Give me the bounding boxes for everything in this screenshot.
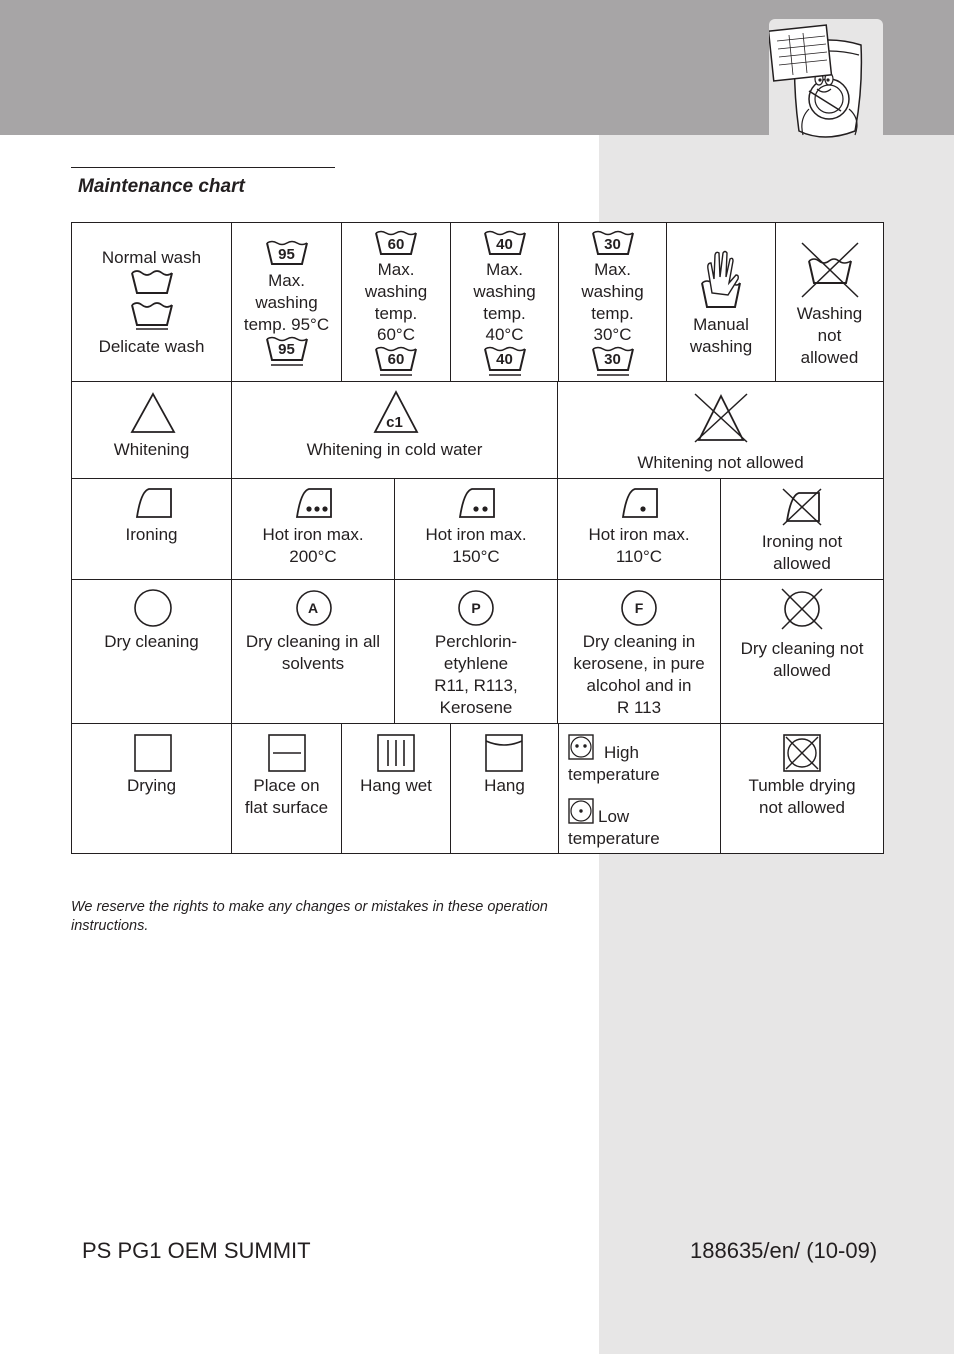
washing-na-text1: Washing: [796, 304, 863, 323]
washing-not-allowed-icon: [800, 241, 860, 299]
dry-a-text1: Dry cleaning in all: [245, 632, 381, 651]
footer-doc-code: 188635/en/ (10-09): [690, 1238, 878, 1263]
wash-95-text3: temp. 95°C: [243, 315, 330, 334]
tumble-crossed-icon: [782, 733, 822, 773]
cell-dry-cleaning: [71, 580, 232, 723]
cell-dry-cleaning-f: [558, 580, 721, 723]
whitening-cold-label: Whitening in cold water: [306, 440, 483, 459]
cell-dry-cleaning-na: [721, 580, 884, 723]
iron-crossed-icon: [781, 487, 823, 527]
circle-icon: [133, 588, 173, 628]
cell-hang: [451, 724, 559, 853]
dry-p-text3: R11, R113,: [434, 676, 518, 695]
washing-na-text2: not: [817, 326, 842, 345]
wash-30-text2: washing: [581, 282, 644, 301]
disclaimer: We reserve the rights to make any changes or mistakes in these operation instructions.: [71, 899, 548, 934]
manual-wash-label-2: washing: [689, 337, 753, 356]
dry-p-text4: Kerosene: [439, 698, 513, 717]
wash-40-text1: Max.: [486, 260, 523, 279]
washtub-icon: [129, 269, 175, 331]
wash-30-text4: 30°C: [593, 325, 632, 344]
dry-p-text2: etyhlene: [443, 654, 509, 673]
dry-a-text2: solvents: [281, 654, 345, 673]
wash-40-text2: washing: [473, 282, 536, 301]
wash-30-code-bottom: 30: [604, 351, 621, 368]
row-washing: [71, 222, 884, 382]
delicate-wash-label: Delicate wash: [98, 337, 205, 356]
dry-f-code: F: [634, 600, 644, 616]
cell-flat-dry: [232, 724, 342, 853]
square-vertical-lines-icon: [376, 733, 416, 773]
cell-wash-30: [559, 223, 667, 381]
cell-tumble-na: [721, 724, 884, 853]
flat-text2: flat surface: [244, 798, 329, 817]
wash-40-code-top: 40: [496, 236, 513, 253]
cell-drying: [71, 724, 232, 853]
cell-hang-wet: [342, 724, 451, 853]
dry-f-text4: R 113: [616, 698, 662, 717]
cell-iron-110: [558, 479, 721, 579]
wash-30-code-top: 30: [604, 236, 621, 253]
wash-60-text3: temp.: [374, 304, 418, 323]
wash-95-text2: washing: [255, 293, 318, 312]
cell-whitening: [71, 382, 232, 478]
dry-cleaning-label: Dry cleaning: [104, 632, 199, 651]
wash-60-code-bottom: 60: [387, 351, 405, 368]
iron-two-dots-icon: [456, 487, 496, 519]
hand-wash-icon: [698, 249, 744, 311]
iron-one-dot-icon: [619, 487, 659, 519]
wash-95-code-top: 95: [278, 246, 295, 263]
cell-dry-cleaning-a: [232, 580, 395, 723]
wash-30-text1: Max.: [594, 260, 631, 279]
washing-na-text3: allowed: [800, 348, 859, 367]
cell-ironing: [71, 479, 232, 579]
tumble-high-text1: High: [604, 743, 639, 762]
tumble-high-text2: temperature: [568, 765, 660, 784]
dry-na-text2: allowed: [773, 661, 831, 680]
cell-whitening-na: [558, 382, 884, 478]
tumble-low-text2: temperature: [568, 829, 660, 848]
cell-iron-150: [395, 479, 558, 579]
dry-p-code: P: [471, 600, 481, 616]
iron-110-text2: 110°C: [615, 547, 663, 566]
whitening-na-label: Whitening not allowed: [637, 453, 804, 472]
normal-wash-label: Normal wash: [101, 248, 202, 267]
square-flat-line-icon: [267, 733, 307, 773]
cell-manual-wash: [667, 223, 776, 381]
title-rule: [71, 167, 335, 168]
row-ironing: [71, 479, 884, 580]
iron-icon: [133, 487, 173, 519]
ironing-na-text2: allowed: [773, 554, 831, 573]
iron-200-text2: 200°C: [289, 547, 337, 566]
wash-30-text3: temp.: [591, 304, 634, 323]
hang-label: Hang: [484, 776, 525, 795]
cell-normal-wash: [71, 223, 232, 381]
wash-40-code-bottom: 40: [496, 351, 513, 368]
square-hang-curve-icon: [484, 733, 524, 773]
chart-title: Maintenance chart: [78, 176, 245, 197]
ironing-label: Ironing: [125, 525, 178, 544]
row-drycleaning: [71, 580, 884, 724]
dry-f-text1: Dry cleaning in: [582, 632, 696, 651]
cell-wash-40: [451, 223, 559, 381]
cell-wash-95: [232, 223, 342, 381]
square-icon: [133, 733, 173, 773]
maintenance-chart-table: [71, 222, 884, 854]
tumble-na-text2: not allowed: [758, 798, 845, 817]
tumble-low-icon: [568, 798, 594, 824]
iron-150-text2: 150°C: [452, 547, 500, 566]
ironing-na-text1: Ironing not: [761, 532, 843, 551]
dry-a-code: A: [307, 600, 319, 616]
cell-dry-cleaning-p: [395, 580, 558, 723]
cell-washing-not-allowed: [776, 223, 884, 381]
tumble-high-icon: [568, 734, 594, 760]
hang-wet-label: Hang wet: [360, 776, 432, 795]
tumble-low-text1: Low: [598, 807, 630, 826]
cell-wash-60: [342, 223, 451, 381]
wash-95-text1: Max.: [268, 271, 305, 290]
wash-95-code-bottom: 95: [278, 341, 295, 358]
iron-150-text1: Hot iron max.: [425, 525, 527, 544]
dry-f-text3: alcohol and in: [586, 676, 692, 695]
wash-40-text4: 40°C: [485, 325, 524, 344]
cell-ironing-na: [721, 479, 884, 579]
wash-60-text1: Max.: [377, 260, 415, 279]
cell-whitening-cold: [232, 382, 558, 478]
triangle-icon: [130, 392, 176, 434]
drying-label: Drying: [126, 776, 177, 795]
whitening-cold-code: c1: [386, 414, 403, 431]
wash-60-text4: 60°C: [377, 325, 415, 344]
mascot-logo: [769, 19, 883, 144]
wash-60-code-top: 60: [387, 236, 405, 253]
circle-crossed-icon: [780, 587, 824, 631]
tumble-na-text1: Tumble drying: [748, 776, 856, 795]
dry-p-text1: Perchlorin-: [434, 632, 518, 651]
wash-40-text3: temp.: [483, 304, 526, 323]
iron-200-text1: Hot iron max.: [262, 525, 364, 544]
wash-60-text2: washing: [364, 282, 428, 301]
washing-machine-mascot-icon: [769, 19, 883, 144]
row-drying: [71, 724, 884, 854]
dry-na-text1: Dry cleaning not: [740, 639, 864, 658]
manual-wash-label-1: Manual: [693, 315, 749, 334]
row-whitening: [71, 382, 884, 479]
dry-f-text2: kerosene, in pure: [573, 654, 705, 673]
cell-iron-200: [232, 479, 395, 579]
triangle-crossed-icon: [693, 392, 749, 444]
iron-110-text1: Hot iron max.: [588, 525, 690, 544]
whitening-label: Whitening: [113, 440, 190, 459]
cell-tumble-temperature: [559, 724, 721, 853]
footer-model: PS PG1 OEM SUMMIT: [82, 1238, 311, 1263]
flat-text1: Place on: [253, 776, 320, 795]
iron-three-dots-icon: [293, 487, 333, 519]
